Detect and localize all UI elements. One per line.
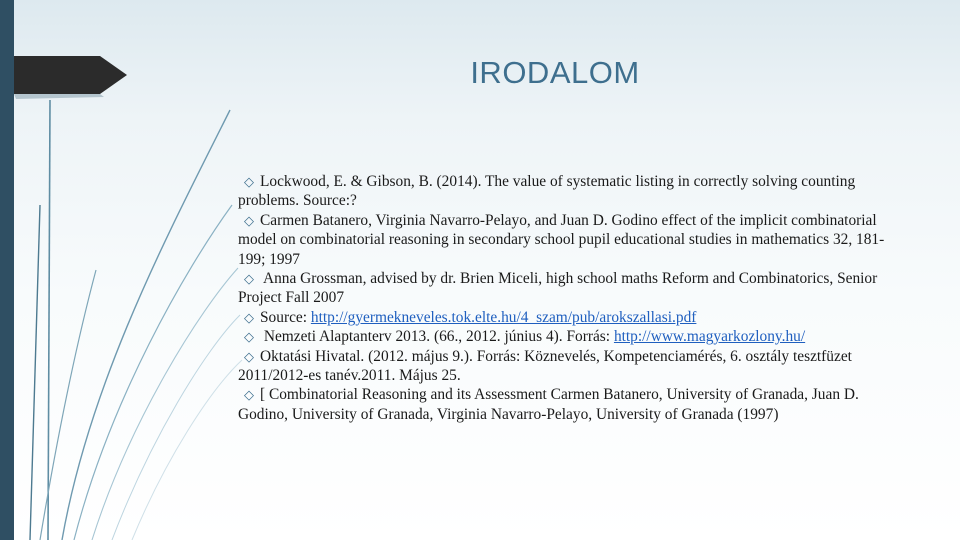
reference-item xyxy=(238,211,906,269)
reference-item xyxy=(238,347,906,386)
reference-item xyxy=(238,308,906,327)
reference-link[interactable]: http://www.magyarkozlony.hu/ xyxy=(613,328,806,346)
reference-text: Oktatási Hivatal. (2012. május 9.). Forrás: Köznevelés, Kompetenciamérés, 6. osztály tesztfüzet 2011/2012-es tanév.2011. Május 25. xyxy=(238,347,852,385)
reference-item xyxy=(238,327,906,346)
reference-text: Lockwood, E. & Gibson, B. (2014). The value of systematic listing in correctly solving counting problems. Source:? xyxy=(238,173,856,210)
reference-item xyxy=(238,172,906,211)
reference-text: Nemzeti Alaptanterv 2013. (66., 2012. június 4). Forrás: xyxy=(260,328,614,346)
diamond-outline-icon: ◇ xyxy=(244,212,254,228)
references-list xyxy=(238,172,906,424)
diamond-outline-icon: ◇ xyxy=(244,348,254,364)
diamond-outline-icon: ◇ xyxy=(244,271,254,287)
reference-text: [ Combinatorial Reasoning and its Assessment Carmen Batanero, University of Granada, Juan D. Godino, University of Granada, Virginia Navarro-Pelayo, University of Granada (1997) xyxy=(238,386,859,423)
reference-item xyxy=(238,385,906,424)
reference-text: Source: xyxy=(260,308,311,326)
reference-text: Carmen Batanero, Virginia Navarro-Pelayo, and Juan D. Godino effect of the implicit combinatorial model on combinatorial reasoning in secondary school pupil educational studies in mathematics 32, 181-199; 1997 xyxy=(238,211,885,268)
diamond-outline-icon: ◇ xyxy=(244,174,254,189)
diamond-outline-icon: ◇ xyxy=(244,387,254,403)
reference-item xyxy=(238,269,906,308)
diamond-outline-icon: ◇ xyxy=(244,329,254,345)
diamond-outline-icon: ◇ xyxy=(244,309,254,325)
slide-title: IRODALOM xyxy=(470,55,640,90)
reference-link[interactable]: http://gyermekneveles.tok.elte.hu/4_szam/pub/arokszallasi.pdf xyxy=(310,308,697,326)
reference-text: Anna Grossman, advised by dr. Brien Miceli, high school maths Reform and Combinatorics, Senior Project Fall 2007 xyxy=(238,270,878,307)
